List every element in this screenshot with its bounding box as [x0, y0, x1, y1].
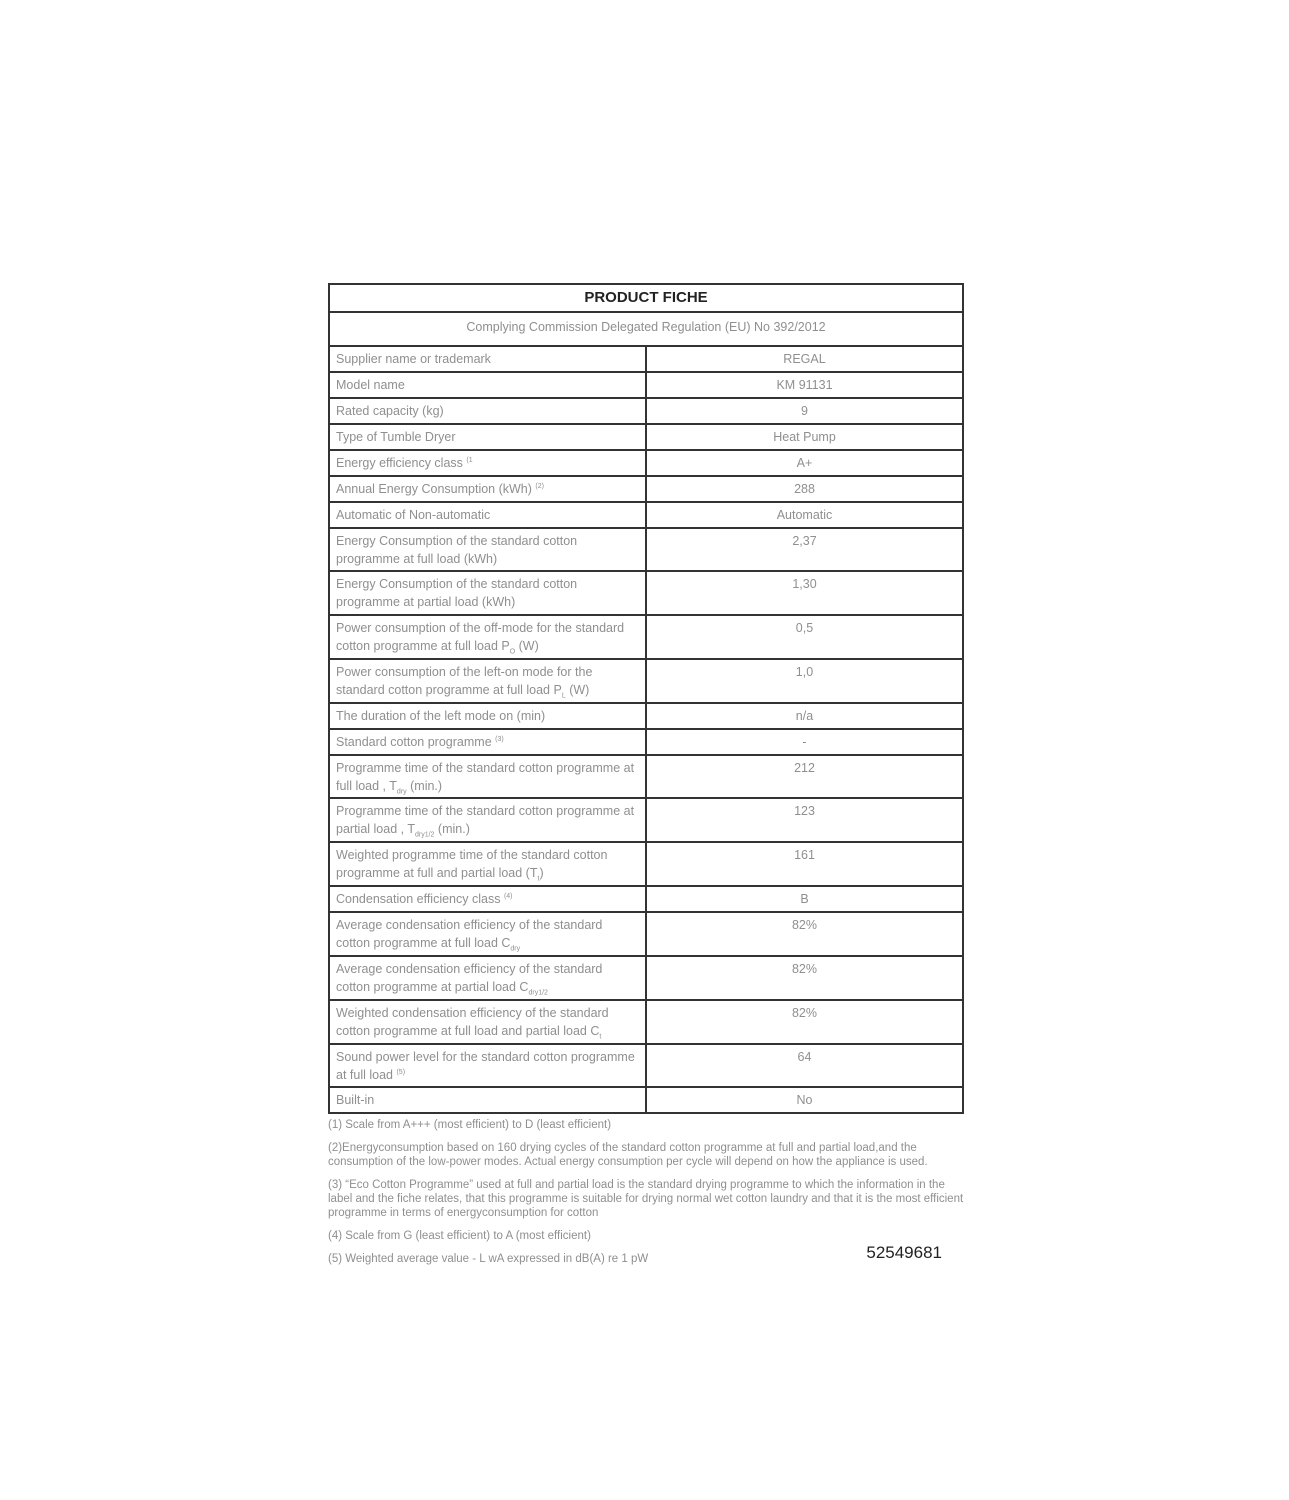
row-label	[329, 729, 646, 755]
row-value: 82%	[646, 912, 963, 956]
row-label	[329, 912, 646, 956]
row-value: 9	[646, 398, 963, 424]
row-label-footnote-ref: (3)	[495, 735, 504, 743]
fiche-subtitle: Complying Commission Delegated Regulation (EU) No 392/2012	[329, 312, 963, 346]
table-row	[329, 956, 963, 1000]
table-row	[329, 398, 963, 424]
row-value: 82%	[646, 1000, 963, 1044]
row-label	[329, 615, 646, 659]
row-label-text: Built-in	[336, 1093, 375, 1107]
row-label-text: Average condensation efficiency of the standard cotton programme at partial load C	[336, 962, 603, 994]
row-label-footnote-ref: (1	[466, 456, 473, 464]
table-row	[329, 886, 963, 912]
product-code: 52549681	[866, 1243, 942, 1262]
row-value: 82%	[646, 956, 963, 1000]
row-label-footnote-ref: (2)	[535, 482, 544, 490]
row-value: 64	[646, 1044, 963, 1087]
row-label-suffix: (W)	[515, 639, 539, 653]
row-label-footnote-ref: (4)	[503, 892, 513, 900]
row-label-text: Condensation efficiency class	[336, 892, 501, 906]
footnotes	[328, 1118, 964, 1243]
row-label-text: Standard cotton programme	[336, 735, 492, 749]
row-value: 288	[646, 476, 963, 502]
row-label-text: Type of Tumble Dryer	[336, 430, 456, 444]
fiche-title: PRODUCT FICHE	[329, 284, 963, 312]
row-label-text: The duration of the left mode on (min)	[336, 709, 546, 723]
footnote: (3) “Eco Cotton Programme” used at full and partial load is the standard drying programme to which the information in the label and the fiche relates, that this programme is suitable for drying normal wet cotton laundry and that it is the most efficient programme in terms of energyconsumption for cotton	[328, 1179, 964, 1219]
row-label	[329, 571, 646, 615]
table-row	[329, 729, 963, 755]
table-row	[329, 424, 963, 450]
table-row	[329, 346, 963, 372]
row-label-suffix: (min.)	[406, 779, 443, 793]
row-label	[329, 528, 646, 571]
row-label	[329, 346, 646, 372]
table-row	[329, 703, 963, 729]
row-label-text: Programme time of the standard cotton programme at full load , T	[336, 761, 635, 793]
row-value: 123	[646, 798, 963, 842]
row-label-text: Programme time of the standard cotton programme at partial load , T	[336, 804, 635, 836]
row-label	[329, 372, 646, 398]
row-value: KM 91131	[646, 372, 963, 398]
row-label-text: Average condensation efficiency of the standard cotton programme at full load C	[336, 918, 603, 950]
footnote-5-text: (5) Weighted average value - L wA expressed in dB(A) re 1 pW	[328, 1253, 649, 1265]
footnote-5	[328, 1243, 964, 1266]
row-label-subscript: dry1/2	[528, 989, 548, 997]
row-label	[329, 886, 646, 912]
row-value: B	[646, 886, 963, 912]
row-label	[329, 398, 646, 424]
row-label-text: Sound power level for the standard cotton programme at full load	[336, 1050, 635, 1082]
row-value: 161	[646, 842, 963, 886]
table-row	[329, 659, 963, 703]
row-label-suffix: (W)	[565, 683, 590, 697]
row-label-subscript: t	[537, 875, 540, 883]
row-label-subscript: L	[561, 692, 566, 700]
table-row	[329, 755, 963, 798]
footnote: (2)Energyconsumption based on 160 drying cycles of the standard cotton programme at full and partial load,and the consumption of the low-power modes. Actual energy consumption per cycle will depend on how the appliance is used.	[328, 1142, 928, 1168]
row-value: A+	[646, 450, 963, 476]
row-label-text: Power consumption of the off-mode for the standard cotton programme at full load P	[336, 621, 625, 653]
table-row	[329, 502, 963, 528]
row-label-subscript: O	[509, 648, 516, 656]
row-label-subscript: dry1/2	[414, 831, 435, 839]
table-row	[329, 1087, 963, 1113]
table-row	[329, 615, 963, 659]
row-label-text: Energy Consumption of the standard cotton programme at partial load (kWh)	[336, 577, 578, 609]
row-label	[329, 1044, 646, 1087]
footnote: (1) Scale from A+++ (most efficient) to D (least efficient)	[328, 1119, 612, 1131]
table-row	[329, 571, 963, 615]
row-value: 1,0	[646, 659, 963, 703]
table-row	[329, 450, 963, 476]
row-label-text: Power consumption of the left-on mode for the standard cotton programme at full load P	[336, 665, 593, 697]
row-label-subscript: dry	[510, 945, 521, 953]
row-value: 2,37	[646, 528, 963, 571]
row-label	[329, 842, 646, 886]
row-value: 1,30	[646, 571, 963, 615]
row-value: n/a	[646, 703, 963, 729]
row-label-text: Model name	[336, 378, 405, 392]
table-row	[329, 1044, 963, 1087]
row-label-text: Weighted programme time of the standard cotton programme at full and partial load (T	[336, 848, 608, 880]
table-row	[329, 912, 963, 956]
row-label	[329, 755, 646, 798]
row-label	[329, 703, 646, 729]
row-label-subscript: dry	[396, 788, 407, 796]
row-label-text: Energy Consumption of the standard cotton programme at full load (kWh)	[336, 534, 578, 566]
row-label-text: Weighted condensation efficiency of the standard cotton programme at full load and partial load C	[336, 1006, 609, 1038]
row-label-footnote-ref: (5)	[396, 1068, 406, 1076]
row-label	[329, 956, 646, 1000]
table-row	[329, 476, 963, 502]
table-row	[329, 372, 963, 398]
row-label-suffix: )	[539, 866, 544, 880]
row-label-subscript: t	[599, 1033, 602, 1041]
row-label	[329, 1000, 646, 1044]
row-label	[329, 798, 646, 842]
row-label	[329, 476, 646, 502]
table-row	[329, 842, 963, 886]
table-row	[329, 1000, 963, 1044]
fiche-table	[328, 283, 964, 1114]
row-label-text: Energy efficiency class	[336, 456, 463, 470]
row-value: REGAL	[646, 346, 963, 372]
row-label	[329, 450, 646, 476]
row-label	[329, 424, 646, 450]
row-value: Automatic	[646, 502, 963, 528]
table-row	[329, 798, 963, 842]
row-label-text: Annual Energy Consumption (kWh)	[336, 482, 532, 496]
row-label	[329, 659, 646, 703]
row-value: 0,5	[646, 615, 963, 659]
row-value: No	[646, 1087, 963, 1113]
row-label-text: Automatic of Non-automatic	[336, 508, 491, 522]
row-label	[329, 502, 646, 528]
row-value: 212	[646, 755, 963, 798]
table-row	[329, 528, 963, 571]
row-label-text: Rated capacity (kg)	[336, 404, 444, 418]
product-fiche	[328, 283, 964, 1266]
row-label-text: Supplier name or trademark	[336, 352, 491, 366]
row-value: Heat Pump	[646, 424, 963, 450]
row-label-suffix: (min.)	[434, 822, 470, 836]
row-label	[329, 1087, 646, 1113]
row-value: -	[646, 729, 963, 755]
footnote: (4) Scale from G (least efficient) to A (most efficient)	[328, 1230, 591, 1242]
